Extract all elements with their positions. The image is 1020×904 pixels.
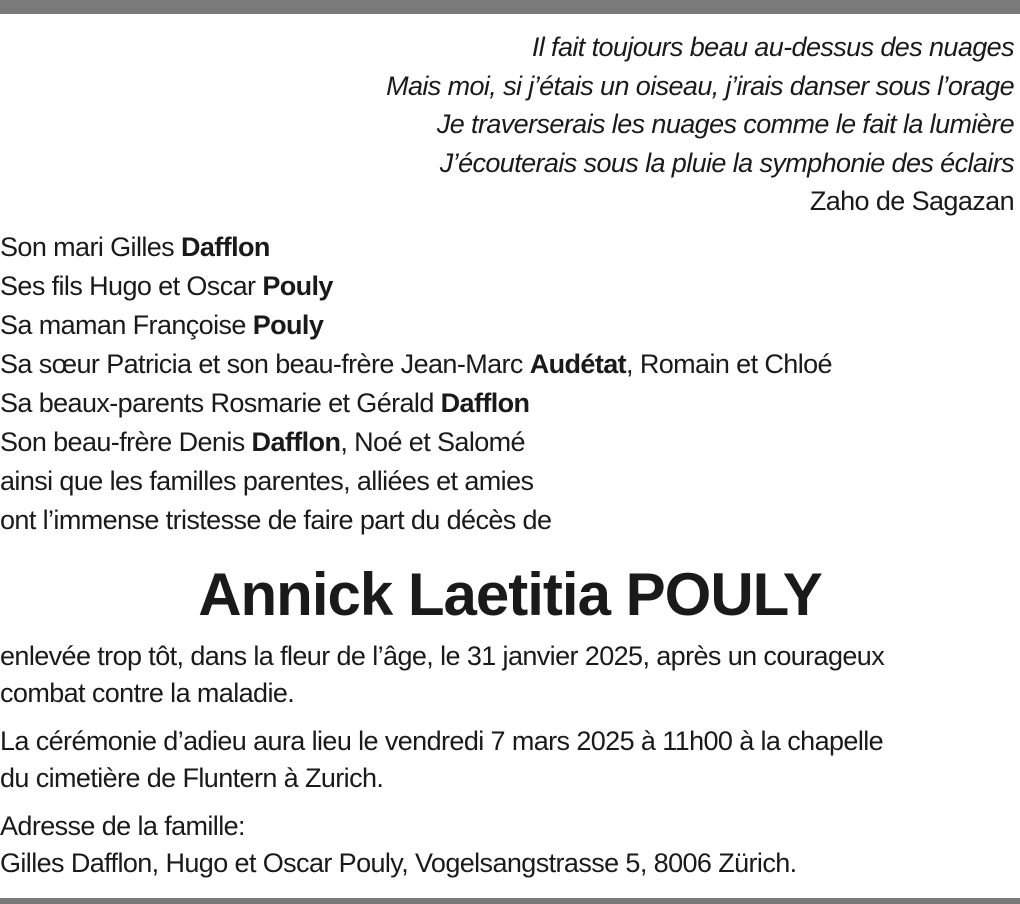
family-line-sons bbox=[0, 267, 1020, 306]
family-list bbox=[0, 228, 1020, 540]
family-line-in-laws bbox=[0, 384, 1020, 423]
family-surname: Dafflon bbox=[180, 231, 270, 262]
family-text: ainsi que les familles parentes, alliées et amies bbox=[0, 465, 534, 496]
address-value: Gilles Dafflon, Hugo et Oscar Pouly, Vogelsangstrasse 5, 8006 Zürich. bbox=[0, 847, 797, 878]
passing-line: enlevée trop tôt, dans la fleur de l’âge, le 31 janvier 2025, après un courageux bbox=[0, 640, 885, 671]
family-text: Ses fils Hugo et Oscar bbox=[0, 270, 263, 301]
family-text: Son mari Gilles bbox=[0, 231, 181, 262]
family-surname: Dafflon bbox=[440, 387, 530, 418]
epigraph-author: Zaho de Sagazan bbox=[809, 186, 1014, 216]
address-paragraph bbox=[0, 808, 1014, 882]
ceremony-paragraph bbox=[0, 723, 1014, 797]
family-line-relatives bbox=[0, 462, 1020, 501]
family-text: Son beau-frère Denis bbox=[0, 426, 252, 457]
epigraph-line: J’écouterais sous la pluie la symphonie des éclairs bbox=[439, 147, 1014, 178]
ceremony-line: La cérémonie d’adieu aura lieu le vendredi 7 mars 2025 à 11h00 à la chapelle bbox=[0, 725, 884, 756]
top-rule bbox=[0, 0, 1020, 14]
family-surname: Pouly bbox=[262, 270, 333, 301]
family-line-sister bbox=[0, 345, 1020, 384]
epigraph-line: Il fait toujours beau au-dessus des nuages bbox=[531, 32, 1014, 62]
obituary-notice bbox=[0, 28, 1020, 882]
family-text: Sa maman Françoise bbox=[0, 309, 253, 340]
epigraph-quote bbox=[0, 28, 1020, 221]
deceased-name: Annick Laetitia POULY bbox=[198, 560, 822, 628]
family-line-mother bbox=[0, 306, 1020, 345]
family-text: , Romain et Chloé bbox=[626, 348, 832, 379]
family-surname: Dafflon bbox=[251, 426, 341, 457]
family-line-husband bbox=[0, 228, 1020, 267]
family-text: Sa sœur Patricia et son beau-frère Jean-Marc bbox=[0, 348, 530, 379]
passing-paragraph bbox=[0, 638, 1014, 712]
bottom-rule bbox=[0, 898, 1020, 904]
passing-line: combat contre la maladie. bbox=[0, 677, 295, 708]
ceremony-line: du cimetière de Fluntern à Zurich. bbox=[0, 762, 384, 793]
family-text: Sa beaux-parents Rosmarie et Gérald bbox=[0, 387, 441, 418]
family-line-brother-in-law bbox=[0, 423, 1020, 462]
family-text: ont l’immense tristesse de faire part du décès de bbox=[0, 504, 552, 535]
family-surname: Pouly bbox=[252, 309, 324, 340]
family-surname: Audétat bbox=[529, 348, 627, 379]
epigraph-line: Mais moi, si j’étais un oiseau, j’irais danser sous l’orage bbox=[386, 70, 1014, 101]
family-line-announcement bbox=[0, 501, 1020, 540]
address-label: Adresse de la famille: bbox=[0, 810, 245, 841]
family-text: , Noé et Salomé bbox=[340, 426, 525, 457]
epigraph-line: Je traverserais les nuages comme le fait la lumière bbox=[436, 109, 1014, 139]
